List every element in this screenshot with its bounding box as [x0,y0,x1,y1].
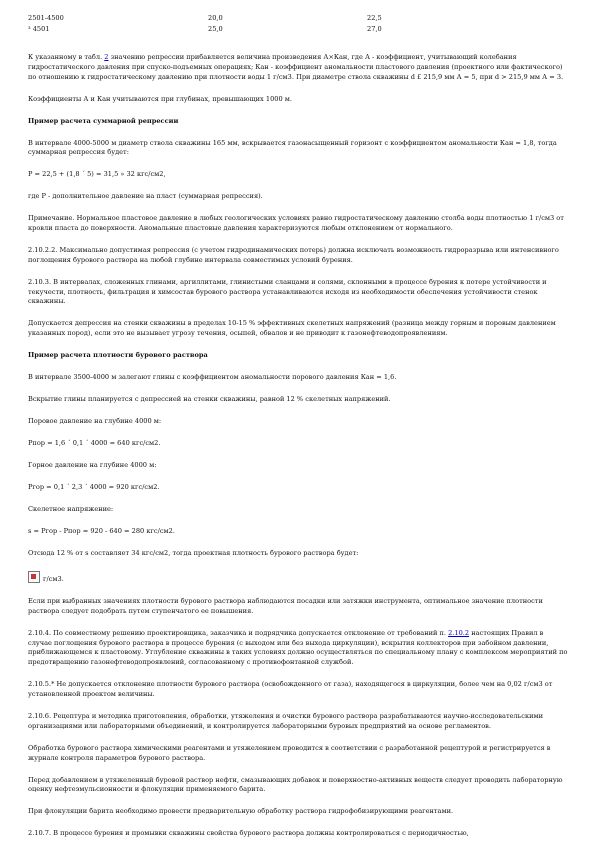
paragraph: Вскрытие глины планируется с депрессией на стенки скважины, равной 12 % скелетных напряжений. [28,395,391,404]
formula: s = Ргор - Рпор = 920 - 640 = 280 кгс/см2. [28,527,175,536]
paragraph: 2.10.2.2. Максимально допустимая репрессия (с учетом гидродинамических потерь) должна исключать возможность гидроразрыва или интенсивного поглощения бурового раствора на любой глубине интервала совместимых условий бурения. [28,246,559,264]
paragraph: Отсюда 12 % от s составляет 34 кгс/см2, тогда проектная плотность бурового раствора будет: [28,549,359,558]
formula: Рпор = 1,6 ´ 0,1 ´ 4000 = 640 кгс/см2. [28,439,161,448]
paragraph: 2.10.7. В процессе бурения и промывки скважины свойства бурового раствора должны контролироваться с периодичностью, [28,829,469,838]
formula: Ргор = 0,1 ´ 2,3 ´ 4000 = 920 кгс/см2. [28,483,160,492]
text-span: К указанному в табл. [28,53,105,61]
formula-line [28,571,568,585]
document-body [28,53,568,851]
table-cell-value: 22,5 [367,14,382,22]
note-paragraph: Примечание. Нормальное пластовое давление в любых геологических условиях равно гидростатическому давлению столба воды плотностью 1 г/см3 от кровли пласта до поверхности. Аномальные пластовые давления характеризуются любым отклонением от нормального. [28,214,564,233]
text-span: значению репрессии прибавляется величина произведения А×Кан, где А - коэффициент, учитывающий колебания гидростатического давления при спуско-подъемных операциях; Кан - коэффициент аномальности пластового давления (проектного или фактического) по отношению к гидростатическому давлению при плотности воды 1 г/см3. При диаметре ствола скважины d £ 215,9 мм А = 5, при d > 215,9 мм А = 3. [28,53,564,81]
table-cell-value: 25,0 [208,25,223,33]
paragraph [28,629,568,668]
paragraph: 2.10.3. В интервалах, сложенных глинами, аргиллитами, глинистыми сланцами и солями, склонными в процессе бурения к потере устойчивости и текучести, плотность, фильтрация и химсостав бурового раствора устанавливаются исходя из необходимости обеспечения устойчивости стенок скважины. [28,277,547,306]
formula: Р = 22,5 + (1,8 ´ 5) = 31,5 » 32 кгс/см2, [28,170,166,179]
table-cell-value: 27,0 [367,25,382,33]
clause-link[interactable]: 2.10.2 [448,628,470,637]
broken-image-icon [28,571,40,583]
paragraph: где Р - дополнительное давление на пласт (суммарная репрессия). [28,192,263,201]
table-cell-range: ³ 4501 [28,25,50,33]
paragraph: Перед добавлением в утяжеленный буровой раствор нефти, смазывающих добавок и поверхностно-активных веществ следует проводить лабораторную оценку нефтеэмульсионности и флокуляции применяемого барита. [28,775,563,794]
paragraph: Допускается депрессия на стенки скважины в пределах 10-15 % эффективных скелетных напряжений (разница между горным и поровым давлением указанных пород), если это не вызывает угрозу течения, осыпей, обвалов и не приводит к газонефтеводопроявлениям. [28,319,556,338]
paragraph: Обработка бурового раствора химическими реагентами и утяжелением проводится в соответствии с разработанной рецептурой и регистрируется в журнале контроля параметров бурового раствора. [28,743,551,762]
paragraph: Горное давление на глубине 4000 м: [28,461,157,470]
table-link[interactable]: 2 [104,53,109,61]
table-cell-range: 2501-4500 [28,14,64,22]
paragraph: В интервале 4000-5000 м диаметр ствола скважины 165 мм, вскрывается газонасыщенный горизонт с коэффициентом аномальности Кан = 1,8, тогда суммарная репрессия будет: [28,138,557,157]
table-row [28,24,428,35]
table-cell-value: 20,0 [208,14,223,22]
table-row [28,13,428,24]
paragraph: Коэффициенты А и Кан учитываются при глубинах, превышающих 1000 м. [28,94,292,103]
formula-unit: г/см3. [43,575,64,584]
text-span: 2.10.4. По совместному решению проектировщика, заказчика и подрядчика допускается отклонение от требований п. [28,628,449,637]
paragraph: Скелетное напряжение: [28,505,114,514]
section-heading: Пример расчета плотности бурового раствора [28,351,208,360]
text-span: настоящих Правил в случае поглощения бурового раствора в процессе бурения (с выходом или без выхода циркуляции), вскрытия коллекторов при забойном давлении, приближающемся к пластовому. Углубление скважины в таких условиях должно осуществляться по специальному плану с комплексом мероприятий по предотвращению газонефтеводопроявлений, согласованному с противофонтанной службой. [28,628,568,667]
paragraph: 2.10.6. Рецептура и методика приготовления, обработки, утяжеления и очистки бурового раствора разрабатываются научно-исследовательскими организациями или лабораторными объединений, и контролируется лабораторными буровых предприятий на основе регламентов. [28,711,544,730]
paragraph: При флокуляции барита необходимо провести предварительную обработку раствора гидрофобизирующими реагентами. [28,807,454,816]
paragraph: 2.10.5.* Не допускается отклонение плотности бурового раствора (освобожденного от газа), находящегося в циркуляции, более чем на 0,02 г/см3 от установленной проектом величины. [28,680,553,698]
paragraph: В интервале 3500-4000 м залегают глины с коэффициентом аномальности порового давления Кан = 1,6. [28,373,397,382]
paragraph: Поровое давление на глубине 4000 м: [28,417,162,426]
pressure-table [28,13,428,35]
paragraph: Если при выбранных значениях плотности бурового раствора наблюдаются посадки или затяжки инструмента, оптимальное значение плотности раствора следует подобрать путем ступенчатого ее повышения. [28,597,543,615]
section-heading: Пример расчета суммарной репрессии [28,116,179,125]
paragraph [28,53,568,82]
